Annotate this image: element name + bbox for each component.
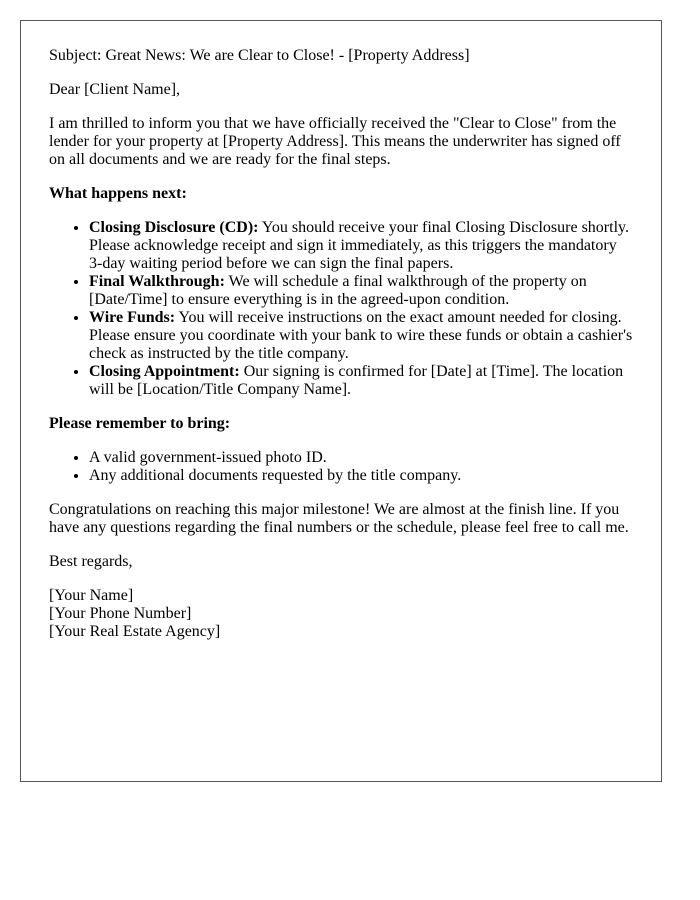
bring-item-additional-documents: • Any additional documents requested by the title company. bbox=[89, 467, 633, 485]
next-steps-heading: What happens next: bbox=[49, 185, 187, 202]
bring-heading: Please remember to bring: bbox=[49, 415, 231, 432]
closing-paragraph: Congratulations on reaching this major milestone! We are almost at the finish line. If you have any questions regarding the final numbers or the schedule, please feel free to call me. bbox=[49, 501, 629, 536]
signature-block bbox=[49, 587, 633, 641]
next-step-closing-disclosure bbox=[89, 219, 633, 273]
next-step-text: We will schedule a final walkthrough of the property on [Date/Time] to ensure everything is in the agreed-upon condition. bbox=[89, 273, 587, 308]
next-step-term: Wire Funds: bbox=[89, 309, 176, 326]
intro-paragraph: I am thrilled to inform you that we have officially received the "Clear to Close" from the lender for your property at [Property Address]. This means the underwriter has signed off on all documents and we are ready for the final steps. bbox=[49, 115, 621, 168]
next-step-term: Final Walkthrough: bbox=[89, 273, 225, 290]
next-steps-list bbox=[49, 219, 633, 399]
signature-phone: [Your Phone Number] bbox=[49, 605, 192, 622]
letter-container bbox=[20, 20, 662, 782]
signature-name: [Your Name] bbox=[49, 587, 134, 604]
next-step-text: You should receive your final Closing Disclosure shortly. Please acknowledge receipt and sign it immediately, as this triggers the mandatory 3-day waiting period before we can sign the final papers. bbox=[89, 219, 629, 272]
signature-agency: [Your Real Estate Agency] bbox=[49, 623, 221, 640]
next-step-term: Closing Appointment: bbox=[89, 363, 240, 380]
bring-list bbox=[49, 449, 633, 485]
bring-item-photo-id: • A valid government-issued photo ID. bbox=[89, 449, 633, 467]
next-step-closing-appointment bbox=[89, 363, 633, 399]
next-step-text: You will receive instructions on the exact amount needed for closing. Please ensure you coordinate with your bank to wire these funds or obtain a cashier's check as instructed by the title company. bbox=[89, 309, 633, 362]
subject-line: Subject: Great News: We are Clear to Close! - [Property Address] bbox=[49, 47, 470, 64]
next-step-wire-funds bbox=[89, 309, 633, 363]
sign-off: Best regards, bbox=[49, 553, 133, 570]
next-step-term: Closing Disclosure (CD): bbox=[89, 219, 259, 236]
greeting: Dear [Client Name], bbox=[49, 81, 181, 98]
next-step-final-walkthrough bbox=[89, 273, 633, 309]
next-step-text: Our signing is confirmed for [Date] at [Time]. The location will be [Location/Title Company Name]. bbox=[89, 363, 624, 398]
